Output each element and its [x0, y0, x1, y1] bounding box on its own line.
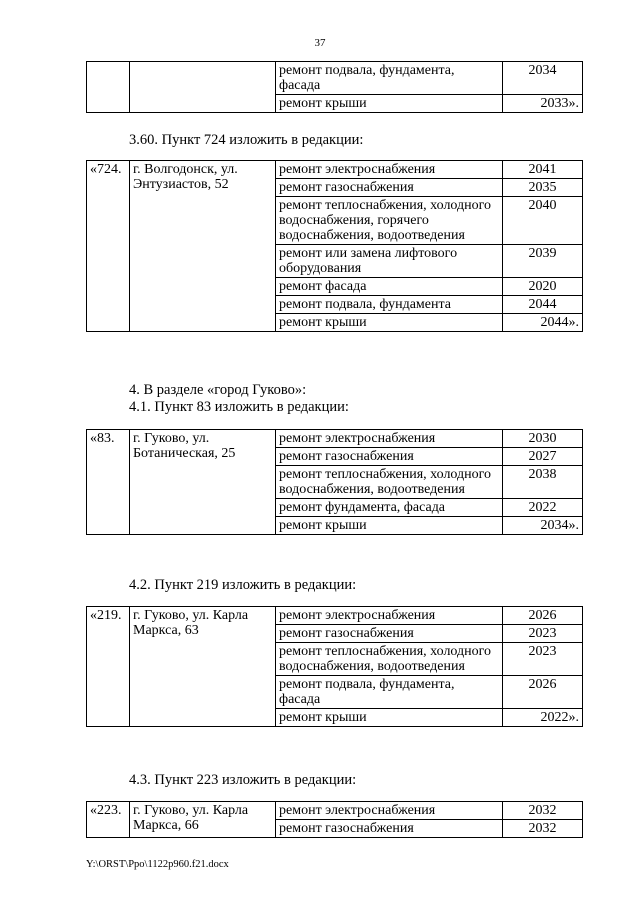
year-cell: 2027 — [503, 448, 583, 466]
year-cell: 2030 — [503, 430, 583, 448]
year-cell: 2039 — [503, 245, 583, 278]
work-cell: ремонт фасада — [276, 278, 503, 296]
table-row — [87, 607, 583, 625]
address-cell: г. Волгодонск, ул. Энтузиастов, 52 — [130, 161, 276, 332]
work-cell: ремонт подвала, фундамента, фасада — [276, 676, 503, 709]
address-cell: г. Гуково, ул. Карла Маркса, 66 — [130, 802, 276, 838]
year-cell: 2034». — [503, 517, 583, 535]
year-cell: 2026 — [503, 676, 583, 709]
item-number-cell: «219. — [87, 607, 130, 727]
work-cell: ремонт крыши — [276, 709, 503, 727]
year-cell: 2038 — [503, 466, 583, 499]
year-cell: 2035 — [503, 179, 583, 197]
year-cell: 2034 — [503, 62, 583, 95]
work-cell: ремонт газоснабжения — [276, 448, 503, 466]
file-path-footer: Y:\ORST\Ppo\1122p960.f21.docx — [86, 859, 229, 870]
table-item-724 — [86, 160, 583, 332]
work-cell: ремонт электроснабжения — [276, 607, 503, 625]
year-cell: 2041 — [503, 161, 583, 179]
work-cell: ремонт теплоснабжения, холодного водоснабжения, горячего водоснабжения, водоотведения — [276, 197, 503, 245]
work-cell: ремонт электроснабжения — [276, 430, 503, 448]
work-cell: ремонт подвала, фундамента — [276, 296, 503, 314]
item-number-cell — [87, 62, 130, 113]
table-item-83 — [86, 429, 583, 535]
work-cell: ремонт газоснабжения — [276, 820, 503, 838]
work-cell: ремонт или замена лифтового оборудования — [276, 245, 503, 278]
year-cell: 2026 — [503, 607, 583, 625]
paragraph: 3.60. Пункт 724 изложить в редакции: — [129, 132, 364, 148]
address-cell: г. Гуково, ул. Карла Маркса, 63 — [130, 607, 276, 727]
address-cell — [130, 62, 276, 113]
paragraph: 4.1. Пункт 83 изложить в редакции: — [129, 399, 349, 415]
year-cell: 2023 — [503, 643, 583, 676]
item-number-cell: «223. — [87, 802, 130, 838]
year-cell: 2040 — [503, 197, 583, 245]
work-cell: ремонт электроснабжения — [276, 802, 503, 820]
work-cell: ремонт газоснабжения — [276, 179, 503, 197]
year-cell: 2032 — [503, 802, 583, 820]
table-continuation — [86, 61, 583, 113]
work-cell: ремонт подвала, фундамента, фасада — [276, 62, 503, 95]
table-row — [87, 161, 583, 179]
paragraph: 4.2. Пункт 219 изложить в редакции: — [129, 577, 357, 593]
year-cell: 2044 — [503, 296, 583, 314]
table-row — [87, 430, 583, 448]
item-number-cell: «724. — [87, 161, 130, 332]
page-number: 37 — [314, 37, 326, 49]
work-cell: ремонт крыши — [276, 95, 503, 113]
year-cell: 2023 — [503, 625, 583, 643]
work-cell: ремонт теплоснабжения, холодного водоснабжения, водоотведения — [276, 466, 503, 499]
work-cell: ремонт крыши — [276, 517, 503, 535]
table-item-223 — [86, 801, 583, 838]
year-cell: 2022 — [503, 499, 583, 517]
work-cell: ремонт фундамента, фасада — [276, 499, 503, 517]
table-row — [87, 802, 583, 820]
year-cell: 2032 — [503, 820, 583, 838]
work-cell: ремонт газоснабжения — [276, 625, 503, 643]
work-cell: ремонт электроснабжения — [276, 161, 503, 179]
year-cell: 2033». — [503, 95, 583, 113]
year-cell: 2020 — [503, 278, 583, 296]
work-cell: ремонт крыши — [276, 314, 503, 332]
year-cell: 2022». — [503, 709, 583, 727]
address-cell: г. Гуково, ул. Ботаническая, 25 — [130, 430, 276, 535]
item-number-cell: «83. — [87, 430, 130, 535]
work-cell: ремонт теплоснабжения, холодного водоснабжения, водоотведения — [276, 643, 503, 676]
paragraph: 4. В разделе «город Гуково»: — [129, 382, 307, 398]
table-row — [87, 62, 583, 95]
year-cell: 2044». — [503, 314, 583, 332]
paragraph: 4.3. Пункт 223 изложить в редакции: — [129, 772, 357, 788]
table-item-219 — [86, 606, 583, 727]
